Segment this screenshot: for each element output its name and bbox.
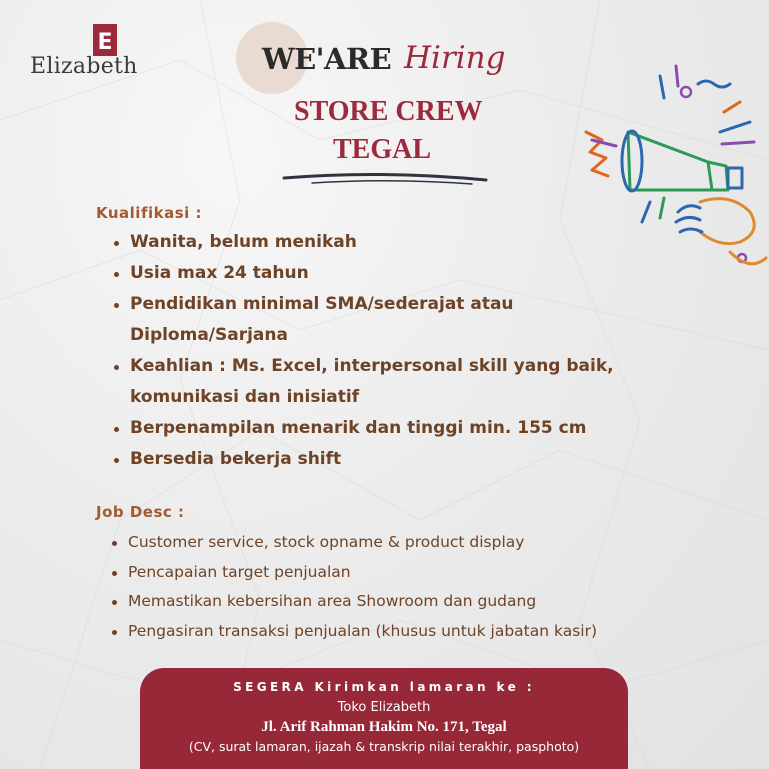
list-item: Keahlian : Ms. Excel, interpersonal skill yang baik,	[112, 351, 614, 382]
brand-logo-icon	[93, 24, 117, 56]
footer-requirements: (CV, surat lamaran, ijazah & transkrip nilai terakhir, pasphoto)	[188, 739, 580, 754]
brand-logo	[30, 24, 150, 80]
list-item: Memastikan kebersihan area Showroom dan gudang	[110, 587, 597, 617]
list-item-continuation: komunikasi dan inisiatif	[130, 387, 360, 407]
job-desc-title: Job Desc :	[96, 503, 185, 521]
qualifications-title: Kualifikasi :	[96, 204, 202, 222]
list-item: Wanita, belum menikah	[112, 227, 614, 258]
job-desc-list	[110, 528, 597, 646]
list-item: Pencapaian target penjualan	[110, 558, 597, 588]
list-item: Usia max 24 tahun	[112, 258, 614, 289]
location-title: TEGAL	[333, 134, 432, 165]
list-item: Pengasiran transaksi penjualan (khusus untuk jabatan kasir)	[110, 617, 597, 647]
list-item: Berpenampilan menarik dan tinggi min. 155 cm	[112, 413, 614, 444]
list-item: Customer service, stock opname & product display	[110, 528, 597, 558]
headline-hiring: Hiring	[404, 40, 506, 76]
apply-footer	[140, 668, 628, 769]
list-item-continuation: Diploma/Sarjana	[130, 325, 288, 345]
footer-store: Toko Elizabeth	[337, 700, 431, 715]
svg-text:E: E	[97, 30, 113, 55]
qualifications-list	[112, 227, 614, 475]
headline-we-are: WE'ARE	[262, 42, 392, 76]
footer-callout: SEGERA Kirimkan lamaran ke :	[233, 680, 535, 694]
brand-name: Elizabeth	[30, 54, 138, 79]
position-title: STORE CREW	[294, 96, 483, 127]
footer-address: Jl. Arif Rahman Hakim No. 171, Tegal	[261, 719, 507, 735]
underline-swoosh	[282, 166, 488, 188]
list-item: Bersedia bekerja shift	[112, 444, 614, 475]
list-item: Pendidikan minimal SMA/sederajat atau	[112, 289, 614, 320]
